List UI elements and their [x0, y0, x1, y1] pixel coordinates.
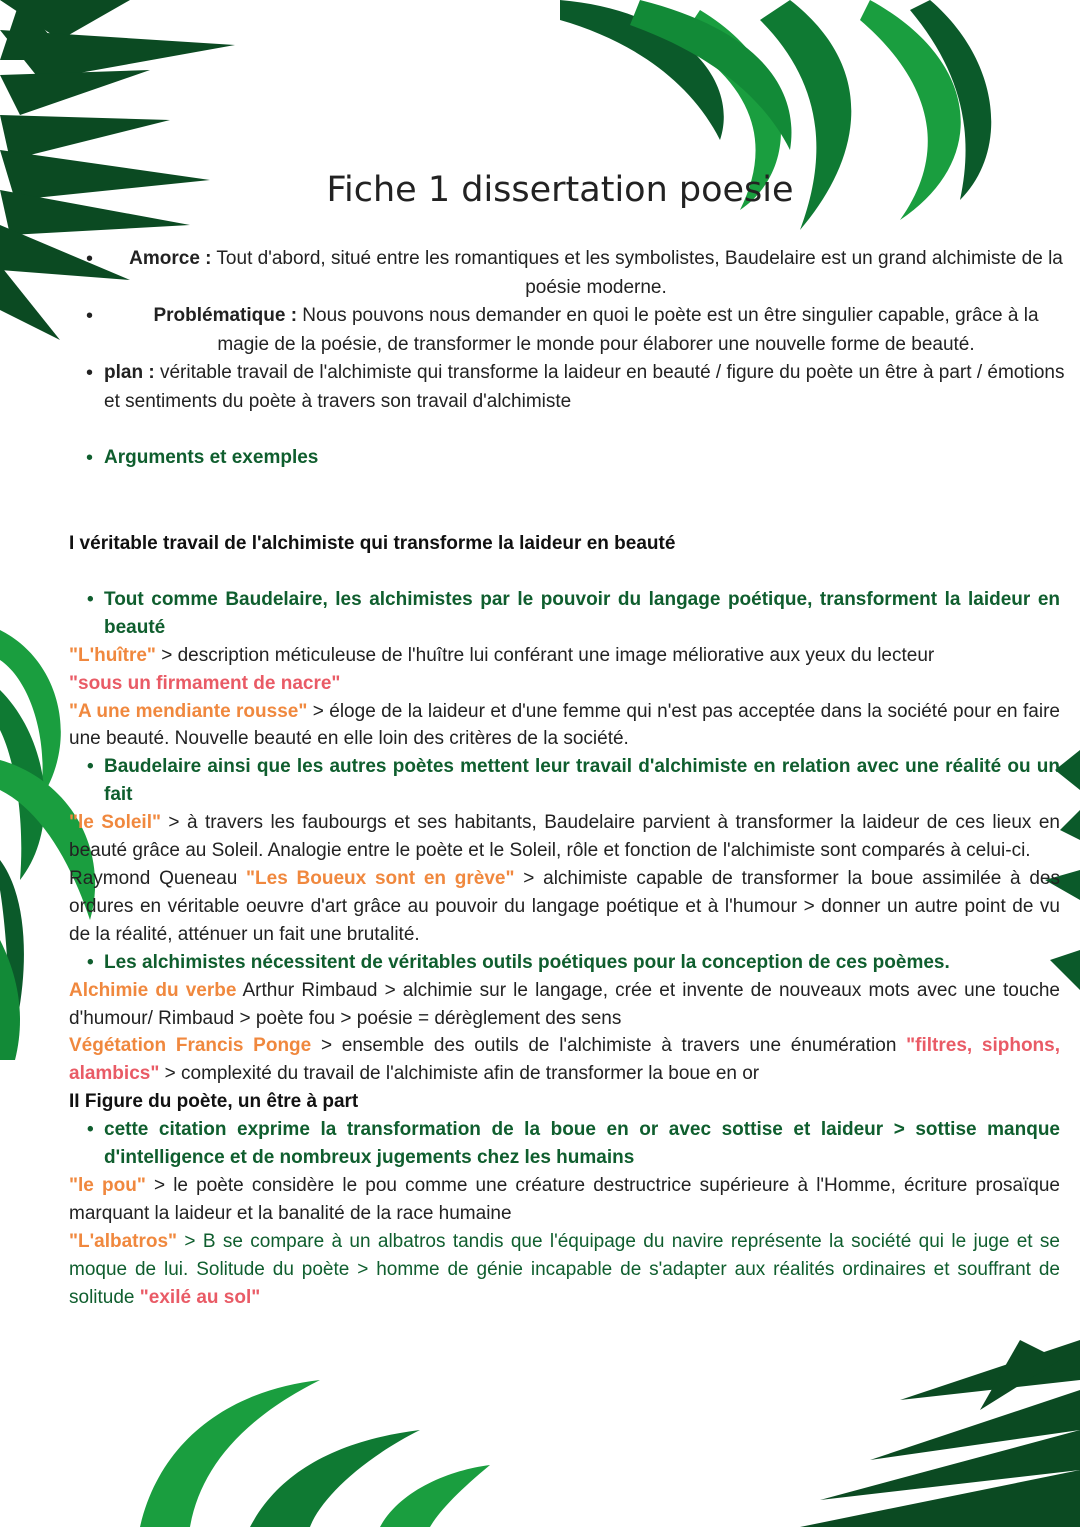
bullet-icon: •	[86, 305, 94, 327]
example-paragraph: Végétation Francis Ponge > ensemble des outils de l'alchimiste à travers une énumération "filtres, siphons, alambics" > complexité du travail de l'alchimiste afin de transformer la boue en or	[69, 1035, 1061, 1085]
argument-bullet: • Tout comme Baudelaire, les alchimistes par le pouvoir du langage poétique, transforment la laideur en beauté	[69, 586, 1060, 642]
example-paragraph: Raymond Queneau "Les Boueux sont en grève" > alchimiste capable de transformer la boue assimilée à des ordures en véritable oeuvre d'art grâce au pouvoir du langage poétique et à l'humour > donner un autre point de vu de la réalité, atténuer un fait une brutalité.	[69, 867, 1061, 945]
problematique-label: Problématique :	[153, 305, 298, 326]
example-paragraph: "le pou" > le poète considère le pou comme une créature destructrice supérieure à l'Homme, écriture prosaïque marquant la laideur et la banalité de la race humaine	[69, 1174, 1060, 1224]
problematique-item	[86, 302, 1066, 359]
bullet-icon: •	[87, 756, 94, 778]
amorce-item	[86, 245, 1066, 302]
bullet-icon: •	[87, 588, 94, 610]
example-paragraph: Alchimie du verbe Arthur Rimbaud > alchimie sur le langage, crée et invente de nouveaux mots avec une touche d'humour/ Rimbaud > poète fou > poésie = dérèglement des sens	[69, 979, 1060, 1029]
main-content	[69, 530, 1060, 1311]
plan-label: plan :	[104, 362, 155, 383]
example-paragraph: "L'huître" > description méticuleuse de l'huître lui conférant une image méliorative aux yeux du lecteur "sous un firmament de nacre"	[69, 644, 935, 694]
example-paragraph: "le Soleil" > à travers les faubourgs et ses habitants, Baudelaire parvient à transformer la laideur de ces lieux en beauté grâce au Soleil. Analogie entre le poète et le Soleil, rôle et fonction de l'alchimiste sont comparés à celui-ci.	[69, 812, 1060, 862]
intro-section	[86, 245, 1066, 473]
bullet-icon: •	[86, 447, 94, 469]
argument-bullet: • cette citation exprime la transformation de la boue en or avec sottise et laideur > sottise manque d'intelligence et de nombreux jugements chez les humains	[69, 1116, 1060, 1172]
amorce-label: Amorce :	[129, 248, 212, 269]
section-heading-1: I véritable travail de l'alchimiste qui transforme la laideur en beauté	[69, 533, 676, 554]
bullet-icon: •	[86, 362, 94, 384]
bullet-icon: •	[86, 248, 94, 270]
bullet-icon: •	[87, 1119, 94, 1141]
example-paragraph: "L'albatros" > B se compare à un albatros tandis que l'équipage du navire représente la société qui le juge et se moque de lui. Solitude du poète > homme de génie incapable de s'adapter aux réalités ordinaires et souffrant de solitude "exilé au sol"	[69, 1230, 1060, 1308]
problematique-text: Nous pouvons nous demander en quoi le poète est un être singulier capable, grâce à la magie de la poésie, de transformer le monde pour élaborer une nouvelle forme de beauté.	[217, 305, 1039, 355]
plan-item	[86, 359, 1066, 416]
page-title: Fiche 1 dissertation poesie	[326, 170, 794, 210]
section-heading-2: II Figure du poète, un être à part	[69, 1091, 359, 1113]
argument-bullet: • Les alchimistes nécessitent de véritables outils poétiques pour la conception de ces poèmes.	[69, 949, 1060, 977]
arguments-item	[86, 444, 1066, 473]
amorce-text: Tout d'abord, situé entre les romantiques et les symbolistes, Baudelaire est un grand alchimiste de la poésie moderne.	[211, 248, 1063, 298]
plan-text: véritable travail de l'alchimiste qui transforme la laideur en beauté / figure du poète un être à part / émotions et sentiments du poète à travers son travail d'alchimiste	[104, 362, 1065, 412]
bullet-icon: •	[87, 951, 94, 973]
example-paragraph: "A une mendiante rousse" > éloge de la laideur et d'une femme qui n'est pas acceptée dans la société pour en faire une beauté. Nouvelle beauté en elle loin des critères de la société.	[69, 700, 1060, 750]
argument-bullet: • Baudelaire ainsi que les autres poètes mettent leur travail d'alchimiste en relation avec une réalité ou un fait	[69, 753, 1060, 809]
arguments-label: Arguments et exemples	[104, 447, 319, 468]
